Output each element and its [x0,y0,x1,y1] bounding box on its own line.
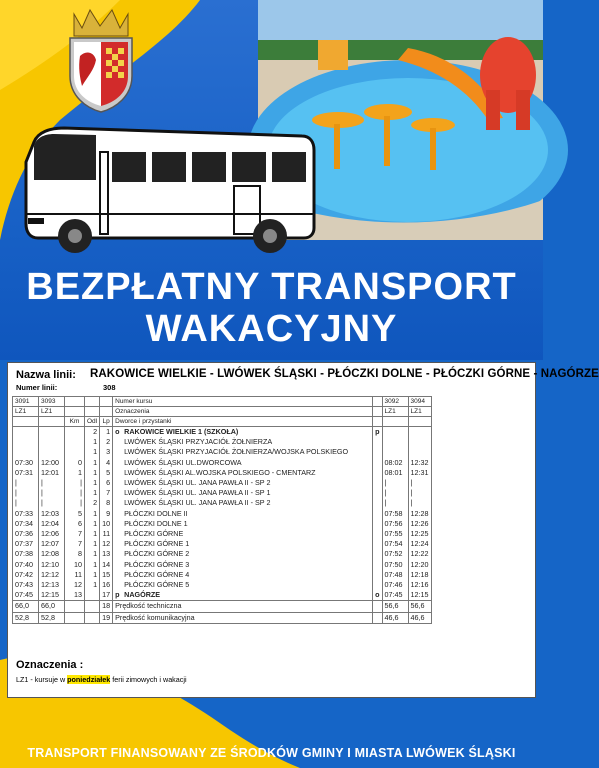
km-value: 1 [65,468,85,478]
summary-3092: 56,6 [382,601,408,612]
km-value: 0 [65,458,85,468]
timetable-row [13,509,432,519]
headline-line-1: BEZPŁATNY TRANSPORT [26,266,517,308]
stop-name [113,580,373,590]
timetable-row [13,468,432,478]
stop-label: NAGÓRZE [124,590,161,600]
stop-label: LWÓWEK ŚLĄSKI PRZYJACIÓŁ ŻOŁNIERZA [124,437,273,447]
time-3091: 07:43 [13,580,39,590]
stop-flag [373,437,382,447]
header-blank [100,397,113,407]
header-row [13,417,432,427]
header-km: Km [65,417,85,427]
time-3093: 12:00 [39,458,65,468]
stop-flag [373,458,382,468]
timetable-row [13,570,432,580]
stop-label: PŁÓCZKI GÓRNE 5 [124,580,190,590]
header-mark: LZ1 [408,407,431,417]
stop-label: PŁÓCZKI GÓRNE 4 [124,569,190,579]
time-3091: | [13,488,39,498]
stop-number: 2 [100,437,113,447]
time-3093: 12:07 [39,539,65,549]
time-3094 [408,447,431,457]
stop-name [113,478,373,488]
summary-row [13,612,432,623]
time-3094: 12:18 [408,570,431,580]
stop-label: LWÓWEK ŚLĄSKI UL. JANA PAWŁA II - SP 1 [124,488,271,498]
line-name: RAKOWICE WIELKIE - LWÓWEK ŚLĄSKI - PŁÓCZKI DOLNE - PŁÓCZKI GÓRNE - NAGÓRZE [90,368,599,380]
stop-flag [373,509,382,519]
timetable-row [13,529,432,539]
header-trip-3091: 3091 [13,397,39,407]
timetable-row [13,488,432,498]
km-value: 6 [65,519,85,529]
stop-label: PŁÓCZKI GÓRNE 2 [124,549,190,559]
stop-flag: p [373,427,382,438]
stop-label: RAKOWICE WIELKIE 1 (SZKOŁA) [124,427,239,436]
header-blank [85,397,100,407]
header-blank [85,407,100,417]
headline-line-2: WAKACYJNY [145,308,398,350]
time-3093: 12:04 [39,519,65,529]
time-3093: 12:08 [39,549,65,559]
stop-number: 5 [100,468,113,478]
line-number: 308 [103,383,116,392]
time-3094: 12:20 [408,560,431,570]
summary-label: Prędkość techniczna [113,601,373,612]
time-3091 [13,447,39,457]
time-3093: | [39,478,65,488]
stop-code: o [115,427,120,436]
stop-name [113,427,373,438]
time-3092 [382,447,408,457]
time-3092: 08:01 [382,468,408,478]
distance-value: 1 [85,519,100,529]
timetable-row [13,478,432,488]
km-value: 10 [65,560,85,570]
line-name-label: Nazwa linii: [16,369,76,381]
stop-label: LWÓWEK ŚLĄSKI UL. JANA PAWŁA II - SP 2 [124,498,271,508]
time-3094: 12:32 [408,458,431,468]
stop-label: PŁÓCZKI GÓRNE 1 [124,539,190,549]
summary-blank [85,601,100,612]
stop-number: 6 [100,478,113,488]
stop-label: LWÓWEK ŚLĄSKI AL.WOJSKA POLSKIEGO - CMENTARZ [124,467,316,477]
distance-value: 1 [85,447,100,457]
header-blank [373,397,382,407]
time-3091: 07:42 [13,570,39,580]
time-3092 [382,427,408,438]
summary-3091: 52,8 [13,612,39,623]
time-3094: | [408,498,431,508]
km-value: | [65,478,85,488]
summary-blank [85,612,100,623]
timetable-row [13,560,432,570]
timetable-row [13,549,432,559]
summary-blank [373,612,382,623]
summary-3092: 46,6 [382,612,408,623]
stop-label: LWÓWEK ŚLĄSKI PRZYJACIÓŁ ŻOŁNIERZA/WOJSKA POLSKIEGO [124,447,349,457]
stop-flag [373,468,382,478]
time-3091: | [13,478,39,488]
time-3094: 12:26 [408,519,431,529]
stop-flag: o [373,590,382,601]
stop-label: PŁÓCZKI GÓRNE [124,529,184,539]
stop-name [113,570,373,580]
stop-name [113,498,373,508]
header-blank [373,417,382,427]
time-3092: | [382,488,408,498]
distance-value: 1 [85,529,100,539]
km-value: | [65,498,85,508]
header-mark: LZ1 [13,407,39,417]
header-row [13,397,432,407]
time-3093 [39,427,65,438]
time-3092: 07:52 [382,549,408,559]
km-value: 7 [65,529,85,539]
stop-number: 15 [100,570,113,580]
header-trip-3093: 3093 [39,397,65,407]
header-mark: LZ1 [39,407,65,417]
distance-value: 1 [85,580,100,590]
time-3091: 07:38 [13,549,39,559]
km-value: 8 [65,549,85,559]
summary-3091: 66,0 [13,601,39,612]
km-value [65,437,85,447]
stop-flag [373,529,382,539]
header-row [13,407,432,417]
stop-name [113,437,373,447]
distance-value: 1 [85,478,100,488]
header-marks-label: Oznaczenia [113,407,373,417]
time-3094: 12:22 [408,549,431,559]
time-3093: 12:12 [39,570,65,580]
time-3094 [408,427,431,438]
notes-text: LZ1 - kursuje w poniedziałek ferii zimowych i wakacji [16,675,187,684]
header-trip-number-label: Numer kursu [113,397,373,407]
time-3094: | [408,488,431,498]
header-blank [100,407,113,417]
stop-flag [373,539,382,549]
summary-3094: 46,6 [408,612,431,623]
footer-text: TRANSPORT FINANSOWANY ZE ŚRODKÓW GMINY I MIASTA LWÓWEK ŚLĄSKI [27,746,516,760]
km-value: | [65,488,85,498]
summary-number: 18 [100,601,113,612]
time-3091 [13,437,39,447]
stop-number: 3 [100,447,113,457]
distance-value: 1 [85,560,100,570]
stop-code: p [115,590,120,600]
time-3092: 07:56 [382,519,408,529]
time-3092: 07:54 [382,539,408,549]
distance-value: 1 [85,549,100,559]
header-mark: LZ1 [382,407,408,417]
stop-label: PŁÓCZKI DOLNE II [124,508,188,518]
stop-flag [373,478,382,488]
stop-name [113,458,373,468]
distance-value: 1 [85,509,100,519]
bus-illustration [20,122,320,257]
stop-flag [373,560,382,570]
summary-row [13,601,432,612]
stop-number: 13 [100,549,113,559]
timetable-row [13,458,432,468]
stop-label: LWÓWEK ŚLĄSKI UL. JANA PAWŁA II - SP 2 [124,478,271,488]
summary-label: Prędkość komunikacyjna [113,612,373,623]
stop-number: 11 [100,529,113,539]
time-3091: 07:33 [13,509,39,519]
time-3091: 07:37 [13,539,39,549]
stop-number: 16 [100,580,113,590]
stop-name [113,488,373,498]
notes-title: Oznaczenia : [16,659,84,671]
stop-label: PŁÓCZKI DOLNE 1 [124,518,188,528]
distance-value: 1 [85,539,100,549]
header-blank [373,407,382,417]
time-3093: 12:03 [39,509,65,519]
stop-number: 4 [100,458,113,468]
stop-name [113,560,373,570]
km-value: 7 [65,539,85,549]
stop-number: 7 [100,488,113,498]
timetable-row [13,590,432,601]
timetable-row [13,539,432,549]
time-3091: | [13,498,39,508]
stop-name [113,590,373,601]
time-3094: 12:24 [408,539,431,549]
stop-flag [373,549,382,559]
distance-value: 1 [85,437,100,447]
header-lp: Lp [100,417,113,427]
stop-number: 1 [100,427,113,438]
stop-name [113,509,373,519]
header-blank [382,417,408,427]
time-3094: 12:15 [408,590,431,601]
distance-value [85,590,100,601]
stop-flag [373,447,382,457]
stop-name [113,539,373,549]
time-3092: 07:50 [382,560,408,570]
time-3091: 07:40 [13,560,39,570]
time-3092: 08:02 [382,458,408,468]
km-value [65,427,85,438]
timetable-row [13,498,432,508]
header-blank [13,417,39,427]
stop-label: LWÓWEK ŚLĄSKI UL.DWORCOWA [124,457,242,467]
header-blank [65,407,85,417]
summary-blank [65,601,85,612]
summary-number: 19 [100,612,113,623]
stop-flag [373,488,382,498]
stop-flag [373,519,382,529]
time-3094: 12:16 [408,580,431,590]
time-3093: | [39,488,65,498]
distance-value: 1 [85,570,100,580]
distance-value: 2 [85,498,100,508]
summary-3093: 66,0 [39,601,65,612]
time-3091: 07:30 [13,458,39,468]
stop-flag [373,580,382,590]
stop-number: 10 [100,519,113,529]
time-3094: 12:28 [408,509,431,519]
time-3093: 12:15 [39,590,65,601]
header-trip-3094: 3094 [408,397,431,407]
header-blank [65,397,85,407]
stop-number: 9 [100,509,113,519]
km-value: 13 [65,590,85,601]
time-3092: 07:48 [382,570,408,580]
stop-name [113,447,373,457]
time-3094: 12:25 [408,529,431,539]
time-3092: 07:46 [382,580,408,590]
time-3091: 07:34 [13,519,39,529]
time-3093 [39,437,65,447]
time-3091: 07:45 [13,590,39,601]
stop-name [113,549,373,559]
summary-blank [65,612,85,623]
header-blank [408,417,431,427]
stop-number: 14 [100,560,113,570]
time-3092: 07:45 [382,590,408,601]
km-value: 12 [65,580,85,590]
time-3092: 07:58 [382,509,408,519]
stop-number: 17 [100,590,113,601]
km-value: 11 [65,570,85,580]
time-3092: 07:55 [382,529,408,539]
time-3092 [382,437,408,447]
time-3091 [13,427,39,438]
distance-value: 1 [85,458,100,468]
time-3094: | [408,478,431,488]
time-3093: 12:06 [39,529,65,539]
time-3093: 12:10 [39,560,65,570]
time-3094 [408,437,431,447]
time-3091: 07:36 [13,529,39,539]
timetable [12,396,432,624]
time-3093: | [39,498,65,508]
time-3093: 12:01 [39,468,65,478]
km-value [65,447,85,457]
stop-name [113,529,373,539]
header-stops-label: Dworce i przystanki [113,417,373,427]
timetable-row [13,427,432,438]
header-trip-3092: 3092 [382,397,408,407]
timetable-row [13,447,432,457]
coat-of-arms-logo [64,6,138,116]
summary-blank [373,601,382,612]
stop-number: 12 [100,539,113,549]
timetable-row [13,519,432,529]
stop-number: 8 [100,498,113,508]
distance-value: 2 [85,427,100,438]
distance-value: 1 [85,468,100,478]
header-odl: Odl [85,417,100,427]
time-3093 [39,447,65,457]
km-value: 5 [65,509,85,519]
stop-name [113,468,373,478]
stop-name [113,519,373,529]
line-number-label: Numer linii: [16,383,58,392]
stop-flag [373,570,382,580]
time-3092: | [382,478,408,488]
timetable-card [7,362,599,698]
summary-3094: 56,6 [408,601,431,612]
timetable-row [13,437,432,447]
stop-label: PŁÓCZKI GÓRNE 3 [124,559,190,569]
header-blank [39,417,65,427]
stop-flag [373,498,382,508]
summary-3093: 52,8 [39,612,65,623]
distance-value: 1 [85,488,100,498]
time-3093: 12:13 [39,580,65,590]
time-3094: 12:31 [408,468,431,478]
time-3092: | [382,498,408,508]
timetable-row [13,580,432,590]
time-3091: 07:31 [13,468,39,478]
